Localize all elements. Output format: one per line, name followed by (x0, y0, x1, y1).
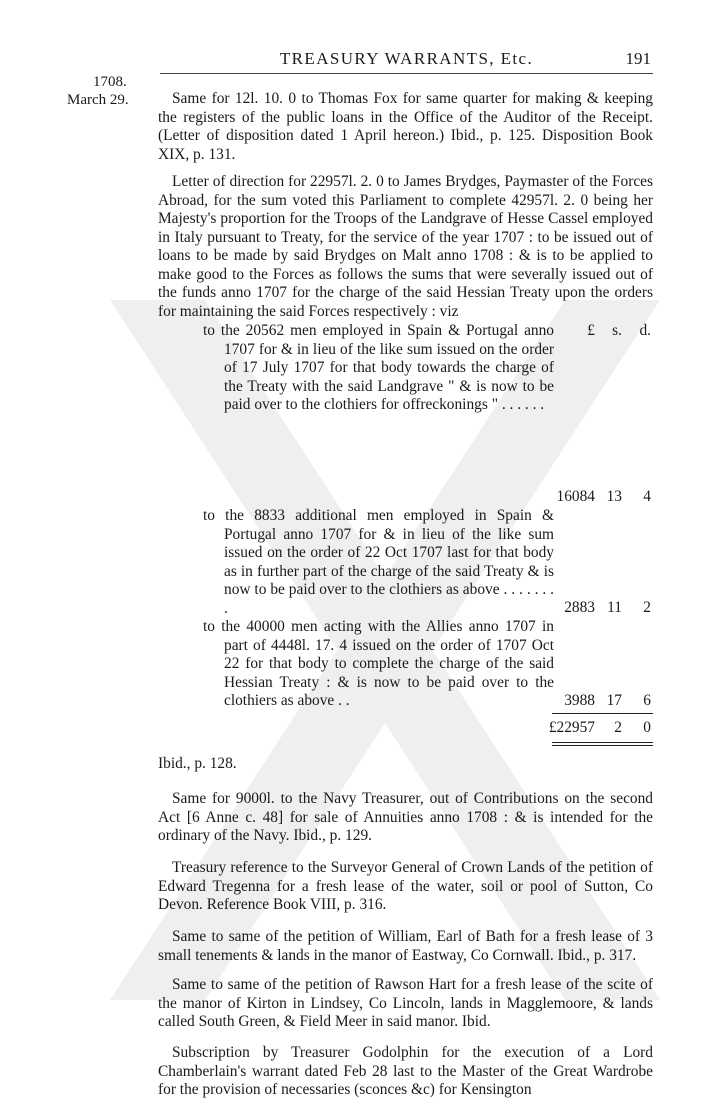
pence-value: 2 (643, 599, 651, 616)
shillings-value: 17 (606, 692, 622, 709)
entry-thomas-fox (158, 90, 653, 164)
entry-rawson-hart (158, 976, 653, 1032)
ledger-item-amount (203, 692, 653, 710)
total-pence: 0 (643, 719, 651, 736)
pounds-value: 3988 (564, 692, 595, 709)
entry-tregenna (158, 859, 653, 915)
pounds-value: 16084 (556, 488, 595, 505)
entry-godolphin (158, 1044, 653, 1100)
entry-navy-treasurer (158, 790, 653, 846)
ledger-item-amount (203, 599, 653, 617)
shillings-value: 13 (606, 488, 622, 505)
pence-value: 6 (643, 692, 651, 709)
ledger-item (203, 322, 653, 415)
pence-header: d. (639, 322, 651, 339)
entry-text: Same to same of the petition of Rawson Hart for a fresh lease of the scite of the manor of Kirton in Lindsey, Co Lincoln, lands in Magglemoore, & lands called South Green, & Field Meer in said manor. Ibid. (158, 976, 653, 1030)
total-shillings: 2 (614, 719, 622, 736)
ledger-item-amount (203, 488, 653, 506)
sum-rule (552, 713, 653, 714)
shillings-value: 11 (607, 599, 622, 616)
ledger-item-text: to the 8833 additional men employed in Spain & Portugal anno 1707 for & in lieu of the like sum issued on the order of 22 Oct 1707 last for that body as in further part of the charge of the said Treaty & is now to be paid over to the clothiers as above . . . . . . . . (203, 507, 554, 617)
running-header (160, 49, 653, 74)
entry-text: Letter of direction for 22957l. 2. 0 to James Brydges, Paymaster of the Forces Abroad, for the sum voted this Parliament to complete 42957l. 2. 0 being her Majesty's proportion for the Troops of the Landgrave of Hesse Cassel employed in Italy pursuant to Treaty, for the service of the year 1707 : to be issued out of loans to be made by said Brydges on Malt anno 1708 : & is to be applied to make good to the Forces as follows the sums that were severally issued out of the funds anno 1707 for the charge of the said Hessian Treaty upon the orders for maintaining the said Forces respectively : viz (158, 173, 653, 320)
entry-brydges-direction (158, 173, 653, 321)
entry-text: Subscription by Treasurer Godolphin for the execution of a Lord Chamberlain's warrant dated Feb 28 last to the Master of the Great Wardrobe for the provision of necessaries (sconces &c) for Kensington (158, 1044, 653, 1098)
total-pounds: £22957 (548, 719, 595, 736)
entry-text: Same for 9000l. to the Navy Treasurer, out of Contributions on the second Act [6 Anne c. 48] for sale of Annuities anno 1708 : & is intended for the ordinary of the Navy. Ibid., p. 129. (158, 790, 653, 844)
ledger-total (203, 719, 653, 737)
entry-text: Same for 12l. 10. 0 to Thomas Fox for same quarter for making & keeping the registers of the public loans in the Office of the Auditor of the Receipt. (Letter of disposition dated 1 April hereon.) Ibid., p. 125. Disposition Book XIX, p. 131. (158, 90, 653, 163)
pounds-value: 2883 (564, 599, 595, 616)
ibid-reference (158, 755, 653, 774)
entry-earl-of-bath (158, 928, 653, 965)
double-rule-bottom (552, 745, 653, 746)
entry-text: Treasury reference to the Surveyor General of Crown Lands of the petition of Edward Tregenna for a fresh lease of the water, soil or pool of Sutton, Co Devon. Reference Book VIII, p. 316. (158, 859, 653, 913)
reference-text: Ibid., p. 128. (158, 755, 237, 772)
entry-text: Same to same of the petition of William, Earl of Bath for a fresh lease of 3 small tenements & lands in the manor of Eastway, Co Cornwall. Ibid., p. 317. (158, 928, 653, 964)
margin-year: 1708. (93, 74, 127, 90)
ledger-item-text: to the 40000 men acting with the Allies anno 1707 in part of 4448l. 17. 4 issued on the order of 1707 Oct 22 for that body to complete the charge of the said Hessian Treaty : & is now to be paid over to the clothiers as above . . (203, 618, 554, 709)
pence-value: 4 (643, 488, 651, 505)
ledger-item-text: to the 20562 men employed in Spain & Portugal anno 1707 for & in lieu of the like sum issued on the order of 17 July 1707 for that body towards the charge of the Treaty with the said Landgrave " & is now to be paid over to the clothiers for offreckonings " . . . . . . (203, 322, 554, 413)
margin-date: March 29. (67, 92, 129, 108)
shillings-header: s. (612, 322, 622, 339)
page-number: 191 (625, 49, 651, 68)
header-title: TREASURY WARRANTS, Etc. (279, 49, 534, 68)
pounds-header: £ (587, 322, 595, 339)
double-rule-top (552, 742, 653, 743)
